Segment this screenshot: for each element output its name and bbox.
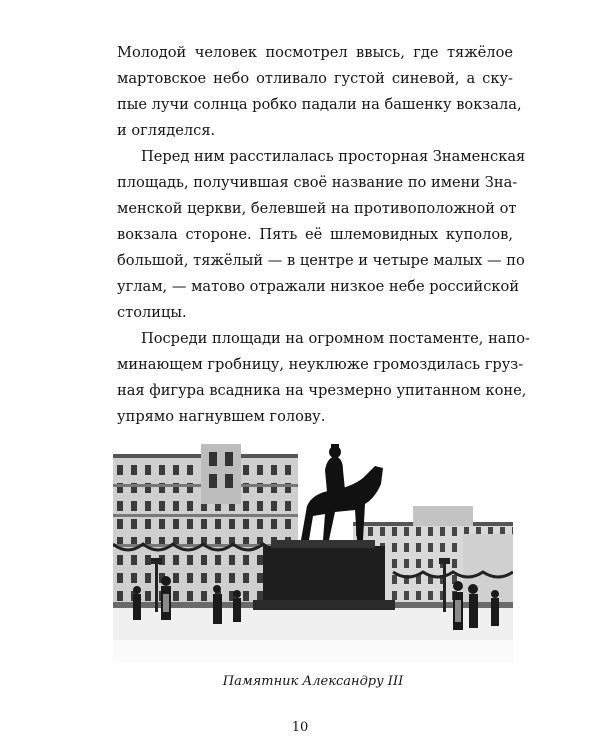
text-line: менской церкви, белевшей на противоположной от <box>117 200 517 217</box>
text-line: мартовское небо отливало густой синевой, а ску- <box>117 70 513 87</box>
text-line: Посреди площади на огромном постаменте, напо- <box>141 330 530 347</box>
body-text <box>117 40 530 430</box>
text-line: площадь, получившая своё название по имени Зна- <box>117 174 518 191</box>
text-line: столицы. <box>117 304 187 321</box>
text-line: ная фигура всадника на чрезмерно упитанном коне, <box>117 382 527 399</box>
text-line: упрямо нагнувшем голову. <box>117 408 326 425</box>
monument-photo <box>113 444 513 662</box>
text-line: углам, — матово отражали низкое небе российской <box>117 278 520 295</box>
text-line: минающем гробницу, неуклюже громоздилась груз- <box>117 356 524 373</box>
text-line: и огляделся. <box>117 122 216 139</box>
page-number: 10 <box>291 720 309 735</box>
text-line: Молодой человек посмотрел ввысь, где тяжёлое <box>117 44 513 61</box>
text-line: пые лучи солнца робко падали на башенку вокзала, <box>117 96 522 113</box>
text-line: вокзала стороне. Пять её шлемовидных куполов, <box>117 226 513 243</box>
figure-caption: Памятник Александру III <box>222 674 404 689</box>
text-line: большой, тяжёлый — в центре и четыре малых — по <box>117 252 525 269</box>
text-line: Перед ним расстилалась просторная Знаменская <box>141 148 526 165</box>
